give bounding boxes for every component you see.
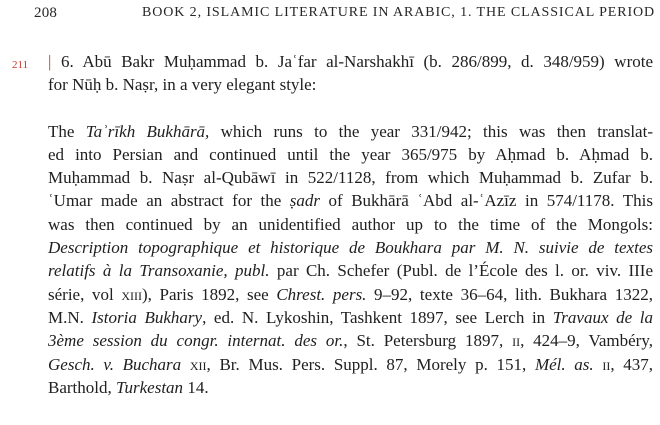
text-segment: xiii — [121, 284, 142, 304]
running-head-title: BOOK 2, ISLAMIC LITERATURE IN ARABIC, 1. THE CLASSICAL PERIOD — [142, 5, 656, 20]
text-segment: ii — [512, 331, 521, 351]
text-segment: ṣadr — [289, 191, 321, 211]
text-segment: , 437, — [610, 354, 654, 374]
body-text — [48, 50, 653, 399]
page-break-marker: | — [48, 52, 52, 71]
text-line — [48, 259, 653, 282]
text-segment: ), Paris 1892, see — [141, 284, 277, 304]
text-segment: 3ème session du congr. internat. des or. — [48, 331, 344, 351]
text-line — [48, 143, 653, 166]
text-segment: , 424–9, Vambéry, — [520, 331, 653, 351]
text-segment: 9–92, texte 36–64, lith. Bukhara 1322, — [366, 284, 653, 304]
text-line — [48, 213, 653, 236]
text-segment: série, vol — [48, 284, 122, 304]
text-segment: relatifs à la Transoxanie, publ. — [48, 261, 270, 281]
text-segment: which runs to the year 331/942; this was then translat- — [209, 121, 653, 141]
text-segment: Chrest. pers. — [276, 284, 367, 304]
text-segment: Barthold, — [48, 377, 116, 397]
text-line — [48, 283, 653, 306]
text-segment: Turkestan — [116, 377, 184, 397]
text-segment: , ed. N. Lykoshin, Tashkent 1897, see Lerch in — [202, 307, 553, 327]
text-segment: Muḥammad b. Naṣr al-Qubāwī in 522/1128, from which Muḥammad b. Zufar b. — [48, 168, 653, 188]
text-segment: for Nūḥ b. Naṣr, in a very elegant style: — [48, 75, 317, 95]
text-segment: ii — [602, 354, 611, 374]
text-segment: , St. Petersburg 1897, — [343, 331, 513, 351]
text-line — [48, 376, 653, 399]
text-segment: 6. Abū Bakr Muḥammad b. Jaʿfar al-Narshakhī (b. 286/899, d. 348/959) wrote — [51, 52, 653, 71]
text-line — [48, 236, 653, 259]
paragraph-gap — [48, 97, 653, 120]
text-line — [48, 329, 653, 352]
paragraph — [48, 50, 653, 97]
text-segment: of Bukhārā ʿAbd al-ʿAzīz in 574/1178. This — [320, 191, 653, 211]
margin-page-number: 211 — [12, 59, 29, 71]
running-head — [34, 5, 656, 27]
text-segment: was then continued by an unidentified author up to the time of the Mongols: — [48, 214, 653, 234]
text-segment: Taʾrīkh Bukhārā, — [85, 121, 210, 141]
text-segment: 14. — [183, 377, 209, 397]
page-number: 208 — [34, 5, 58, 21]
text-segment: Travaux de la — [552, 307, 653, 327]
text-line — [48, 166, 653, 189]
paragraph — [48, 120, 653, 400]
text-line — [48, 73, 653, 96]
text-segment — [181, 355, 190, 374]
text-segment: Gesch. v. Buchara — [48, 354, 182, 374]
text-segment: Mél. as. — [534, 354, 594, 374]
text-line — [48, 189, 653, 212]
text-segment: xii — [189, 354, 207, 374]
text-line — [48, 120, 653, 143]
text-segment: Istoria Bukhary — [91, 307, 203, 327]
text-line — [48, 306, 653, 329]
text-segment: , Br. Mus. Pers. Suppl. 87, Morely p. 151, — [206, 354, 535, 374]
text-segment: ʿUmar made an abstract for the — [48, 191, 290, 211]
text-segment: Description topographique et historique de Boukhara par M. N. suivie de textes — [48, 238, 653, 258]
text-line — [48, 353, 653, 376]
text-segment: par Ch. Schefer (Publ. de l’École des l. or. viv. IIIe — [269, 261, 654, 281]
text-segment: M.N. — [48, 307, 92, 327]
text-segment: The — [48, 121, 86, 141]
text-line — [48, 50, 653, 73]
text-segment: ed into Persian and continued until the year 365/975 by Aḥmad b. Aḥmad b. — [48, 144, 653, 164]
